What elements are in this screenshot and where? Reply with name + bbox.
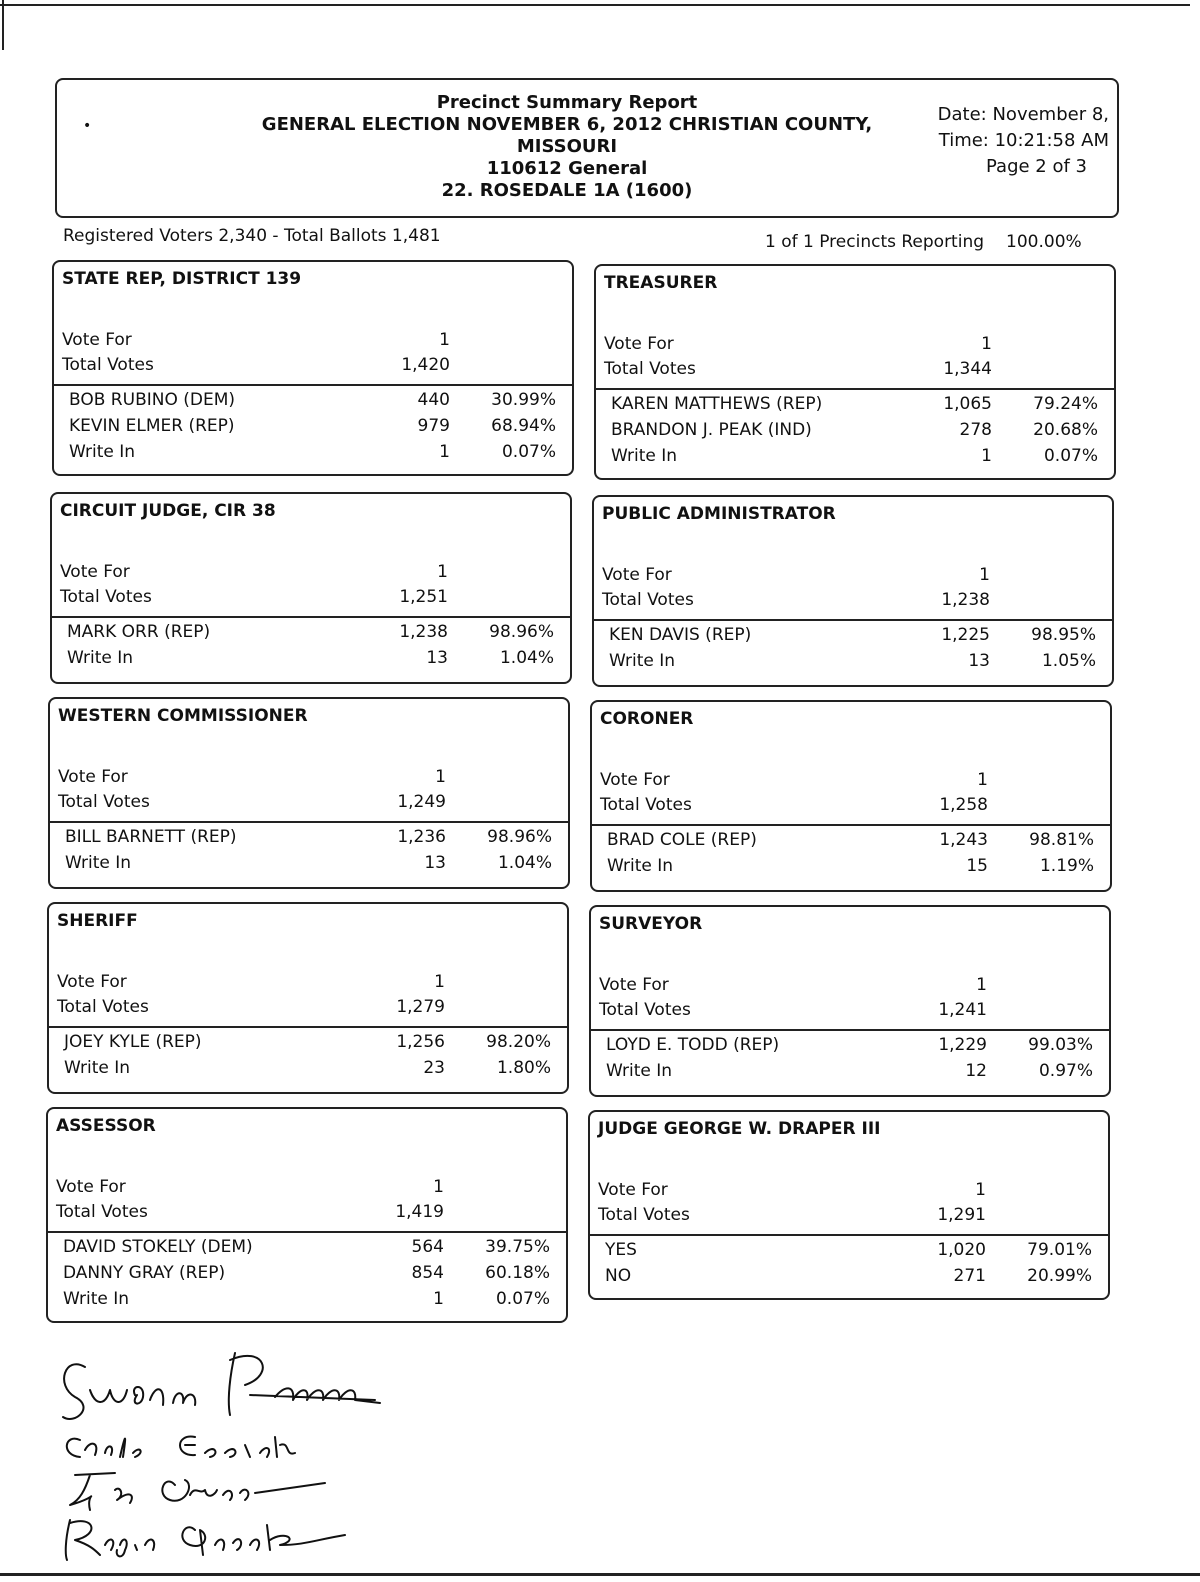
total-votes-row-votes: 1,241	[938, 1000, 987, 1020]
candidate-row-percent: 79.24%	[1033, 394, 1098, 414]
candidate-row	[604, 420, 1106, 445]
candidate-row	[599, 1061, 1101, 1086]
vote-for-row-label: Vote For	[57, 972, 127, 992]
candidate-row-votes: 1	[433, 1289, 444, 1309]
candidate-row-label: JOEY KYLE (REP)	[64, 1032, 202, 1052]
candidate-row-label: KEN DAVIS (REP)	[609, 625, 752, 645]
vote-for-row-label: Vote For	[56, 1177, 126, 1197]
report-title-block	[227, 92, 907, 202]
election-state: MISSOURI	[516, 136, 618, 157]
vote-for-row	[599, 975, 1101, 1000]
vote-for-row-votes: 1	[439, 330, 450, 350]
candidate-row-votes: 271	[953, 1266, 986, 1286]
candidate-row-percent: 1.19%	[1039, 856, 1094, 876]
candidate-row	[598, 1240, 1100, 1265]
total-votes-row-votes: 1,258	[939, 795, 988, 815]
page-left-mark	[2, 0, 4, 50]
total-votes-row	[56, 1202, 558, 1227]
results-divider	[594, 619, 1112, 621]
total-votes-row-label: Total Votes	[600, 795, 692, 815]
race-title: ASSESSOR	[56, 1116, 156, 1136]
total-votes-row-label: Total Votes	[62, 355, 154, 375]
candidate-row-percent: 0.97%	[1038, 1061, 1093, 1081]
candidate-row	[602, 651, 1104, 676]
candidate-row	[62, 416, 564, 441]
candidate-row-label: Write In	[64, 1058, 131, 1078]
candidate-row-label: LOYD E. TODD (REP)	[606, 1035, 780, 1055]
candidate-row	[58, 827, 560, 852]
vote-for-row-votes: 1	[975, 1180, 986, 1200]
vote-for-row	[602, 565, 1104, 590]
total-votes-row-label: Total Votes	[56, 1202, 148, 1222]
candidate-row-percent: 20.68%	[1033, 420, 1098, 440]
total-votes-row-label: Total Votes	[598, 1205, 690, 1225]
candidate-row-votes: 13	[968, 651, 990, 671]
vote-for-row	[604, 334, 1106, 359]
race-title: CORONER	[600, 709, 694, 729]
precinct-name: 22. ROSEDALE 1A (1600)	[441, 180, 693, 201]
vote-for-row	[60, 562, 562, 587]
candidate-row	[57, 1032, 559, 1057]
candidate-row-percent: 30.99%	[491, 390, 556, 410]
total-votes-row	[602, 590, 1104, 615]
candidate-row	[56, 1289, 558, 1314]
candidate-row-percent: 1.05%	[1041, 651, 1096, 671]
results-divider	[48, 1231, 566, 1233]
candidate-row-votes: 1,236	[397, 827, 446, 847]
vote-for-row-votes: 1	[981, 334, 992, 354]
candidate-row-votes: 564	[411, 1237, 444, 1257]
candidate-row-percent: 0.07%	[495, 1289, 550, 1309]
vote-for-row-label: Vote For	[598, 1180, 668, 1200]
vote-for-row-label: Vote For	[62, 330, 132, 350]
candidate-row-votes: 1,243	[939, 830, 988, 850]
candidate-row-label: DAVID STOKELY (DEM)	[63, 1237, 253, 1257]
candidate-row-percent: 79.01%	[1027, 1240, 1092, 1260]
race-title: TREASURER	[604, 273, 718, 293]
results-divider	[49, 1026, 567, 1028]
total-votes-row	[62, 355, 564, 380]
candidate-row	[57, 1058, 559, 1083]
total-votes-row-votes: 1,419	[395, 1202, 444, 1222]
candidate-row-label: YES	[605, 1240, 637, 1260]
election-code: 110612 General	[486, 158, 648, 179]
total-votes-row-label: Total Votes	[60, 587, 152, 607]
total-votes-row	[600, 795, 1102, 820]
candidate-row-percent: 98.96%	[487, 827, 552, 847]
candidate-row	[599, 1035, 1101, 1060]
vote-for-row	[57, 972, 559, 997]
report-header	[55, 78, 1119, 218]
candidate-row	[602, 625, 1104, 650]
vote-for-row-label: Vote For	[602, 565, 672, 585]
candidate-row	[598, 1266, 1100, 1291]
candidate-row	[60, 648, 562, 673]
candidate-row-votes: 15	[966, 856, 988, 876]
vote-for-row	[58, 767, 560, 792]
candidate-row-label: KAREN MATTHEWS (REP)	[611, 394, 823, 414]
candidate-row-percent: 98.95%	[1031, 625, 1096, 645]
candidate-row-label: NO	[605, 1266, 632, 1286]
vote-for-row-votes: 1	[976, 975, 987, 995]
candidate-row-label: DANNY GRAY (REP)	[63, 1263, 226, 1283]
vote-for-row	[598, 1180, 1100, 1205]
candidate-row-votes: 1,229	[938, 1035, 987, 1055]
candidate-row-percent: 20.99%	[1027, 1266, 1092, 1286]
race-box-sheriff	[47, 902, 569, 1094]
results-divider	[50, 821, 568, 823]
candidate-row	[58, 853, 560, 878]
candidate-row-label: Write In	[65, 853, 132, 873]
candidate-row	[62, 442, 564, 467]
total-votes-row-label: Total Votes	[57, 997, 149, 1017]
vote-for-row-label: Vote For	[600, 770, 670, 790]
candidate-row	[56, 1237, 558, 1262]
race-box-coroner	[590, 700, 1112, 892]
vote-for-row-votes: 1	[435, 767, 446, 787]
signature-4	[66, 1520, 345, 1560]
candidate-row-votes: 1,020	[937, 1240, 986, 1260]
race-box-assessor	[46, 1107, 568, 1323]
precincts-reporting-label: 1 of 1 Precincts Reporting	[765, 232, 985, 252]
total-votes-row	[60, 587, 562, 612]
race-title: JUDGE GEORGE W. DRAPER III	[598, 1119, 881, 1139]
results-divider	[590, 1234, 1108, 1236]
total-votes-row	[599, 1000, 1101, 1025]
race-title: CIRCUIT JUDGE, CIR 38	[60, 501, 276, 521]
results-divider	[591, 1029, 1109, 1031]
race-box-surveyor	[589, 905, 1111, 1097]
candidate-row-percent: 1.80%	[496, 1058, 551, 1078]
candidate-row	[604, 446, 1106, 471]
candidate-row-percent: 60.18%	[485, 1263, 550, 1283]
race-box-public-administrator	[592, 495, 1114, 687]
vote-for-row-label: Vote For	[599, 975, 669, 995]
candidate-row-percent: 98.20%	[486, 1032, 551, 1052]
total-votes-row-votes: 1,420	[401, 355, 450, 375]
candidate-row-votes: 854	[411, 1263, 444, 1283]
precincts-reporting	[765, 232, 1082, 252]
signatures	[45, 1345, 445, 1575]
total-votes-row-label: Total Votes	[602, 590, 694, 610]
candidate-row-label: BRAD COLE (REP)	[607, 830, 757, 850]
total-votes-row	[57, 997, 559, 1022]
results-divider	[596, 388, 1114, 390]
total-votes-row-votes: 1,251	[399, 587, 448, 607]
candidate-row-percent: 1.04%	[499, 648, 554, 668]
signature-2	[67, 1437, 295, 1457]
total-votes-row-label: Total Votes	[58, 792, 150, 812]
candidate-row-votes: 1,065	[943, 394, 992, 414]
candidate-row-votes: 1,225	[941, 625, 990, 645]
candidate-row-percent: 1.04%	[497, 853, 552, 873]
candidate-row-votes: 23	[423, 1058, 445, 1078]
signature-1	[63, 1353, 380, 1419]
total-votes-row	[604, 359, 1106, 384]
candidate-row-votes: 440	[417, 390, 450, 410]
candidate-row-label: Write In	[607, 856, 674, 876]
candidate-row-label: Write In	[609, 651, 676, 671]
candidate-row-votes: 12	[965, 1061, 987, 1081]
total-votes-row-votes: 1,344	[943, 359, 992, 379]
candidate-row	[604, 394, 1106, 419]
candidate-row-label: Write In	[63, 1289, 130, 1309]
candidate-row-label: Write In	[67, 648, 134, 668]
report-time: Time: 10:21:58 AM	[938, 130, 1109, 151]
candidate-row	[600, 830, 1102, 855]
results-divider	[54, 384, 572, 386]
vote-for-row	[62, 330, 564, 355]
election-name: GENERAL ELECTION NOVEMBER 6, 2012 CHRISTIAN COUNTY,	[261, 114, 873, 135]
race-box-western-commissioner	[48, 697, 570, 889]
total-votes-row-votes: 1,249	[397, 792, 446, 812]
candidate-row-votes: 1	[981, 446, 992, 466]
candidate-row-label: Write In	[611, 446, 678, 466]
results-divider	[52, 616, 570, 618]
race-box-treasurer	[594, 264, 1116, 480]
signature-3	[70, 1473, 325, 1510]
race-title: WESTERN COMMISSIONER	[58, 706, 308, 726]
page-top-rule	[0, 4, 1190, 6]
candidate-row-percent: 0.07%	[1043, 446, 1098, 466]
vote-for-row-votes: 1	[437, 562, 448, 582]
vote-for-row-label: Vote For	[60, 562, 130, 582]
candidate-row-label: Write In	[606, 1061, 673, 1081]
candidate-row-percent: 98.96%	[489, 622, 554, 642]
candidate-row-percent: 68.94%	[491, 416, 556, 436]
race-title: SURVEYOR	[599, 914, 703, 934]
registered-voters-summary: Registered Voters 2,340 - Total Ballots 1,481	[63, 226, 441, 246]
race-box-circuit-judge-cir-38	[50, 492, 572, 684]
page-number: Page 2 of 3	[986, 156, 1087, 177]
candidate-row-percent: 98.81%	[1029, 830, 1094, 850]
race-title: STATE REP, DISTRICT 139	[62, 269, 302, 289]
candidate-row	[600, 856, 1102, 881]
total-votes-row-votes: 1,291	[937, 1205, 986, 1225]
page-bottom-rule	[0, 1573, 1200, 1576]
candidate-row-percent: 0.07%	[501, 442, 556, 462]
vote-for-row-votes: 1	[434, 972, 445, 992]
candidate-row-votes: 13	[424, 853, 446, 873]
candidate-row-percent: 99.03%	[1028, 1035, 1093, 1055]
race-box-state-rep-district-139	[52, 260, 574, 476]
total-votes-row-label: Total Votes	[599, 1000, 691, 1020]
vote-for-row-label: Vote For	[604, 334, 674, 354]
candidate-row-votes: 278	[959, 420, 992, 440]
vote-for-row-label: Vote For	[58, 767, 128, 787]
candidate-row-label: BRANDON J. PEAK (IND)	[611, 420, 812, 440]
candidate-row-votes: 979	[417, 416, 450, 436]
total-votes-row	[58, 792, 560, 817]
total-votes-row	[598, 1205, 1100, 1230]
candidate-row-label: BILL BARNETT (REP)	[65, 827, 237, 847]
race-title: PUBLIC ADMINISTRATOR	[602, 504, 836, 524]
vote-for-row-votes: 1	[979, 565, 990, 585]
race-title: SHERIFF	[57, 911, 138, 931]
results-divider	[592, 824, 1110, 826]
candidate-row-label: KEVIN ELMER (REP)	[69, 416, 235, 436]
report-meta	[924, 102, 1109, 180]
candidate-row	[56, 1263, 558, 1288]
vote-for-row	[600, 770, 1102, 795]
precincts-reporting-pct: 100.00%	[1006, 232, 1082, 252]
race-box-judge-george-w-draper-iii	[588, 1110, 1110, 1300]
candidate-row	[62, 390, 564, 415]
candidate-row-votes: 1,238	[399, 622, 448, 642]
vote-for-row-votes: 1	[433, 1177, 444, 1197]
total-votes-row-votes: 1,238	[941, 590, 990, 610]
total-votes-row-votes: 1,279	[396, 997, 445, 1017]
bullet-mark: •	[83, 118, 92, 134]
candidate-row	[60, 622, 562, 647]
candidate-row-votes: 13	[426, 648, 448, 668]
candidate-row-votes: 1,256	[396, 1032, 445, 1052]
candidate-row-percent: 39.75%	[485, 1237, 550, 1257]
total-votes-row-label: Total Votes	[604, 359, 696, 379]
vote-for-row-votes: 1	[977, 770, 988, 790]
candidate-row-votes: 1	[439, 442, 450, 462]
report-title: Precinct Summary Report	[436, 92, 698, 113]
vote-for-row	[56, 1177, 558, 1202]
report-date: Date: November 8,	[937, 104, 1109, 125]
candidate-row-label: MARK ORR (REP)	[67, 622, 211, 642]
candidate-row-label: Write In	[69, 442, 136, 462]
candidate-row-label: BOB RUBINO (DEM)	[69, 390, 236, 410]
